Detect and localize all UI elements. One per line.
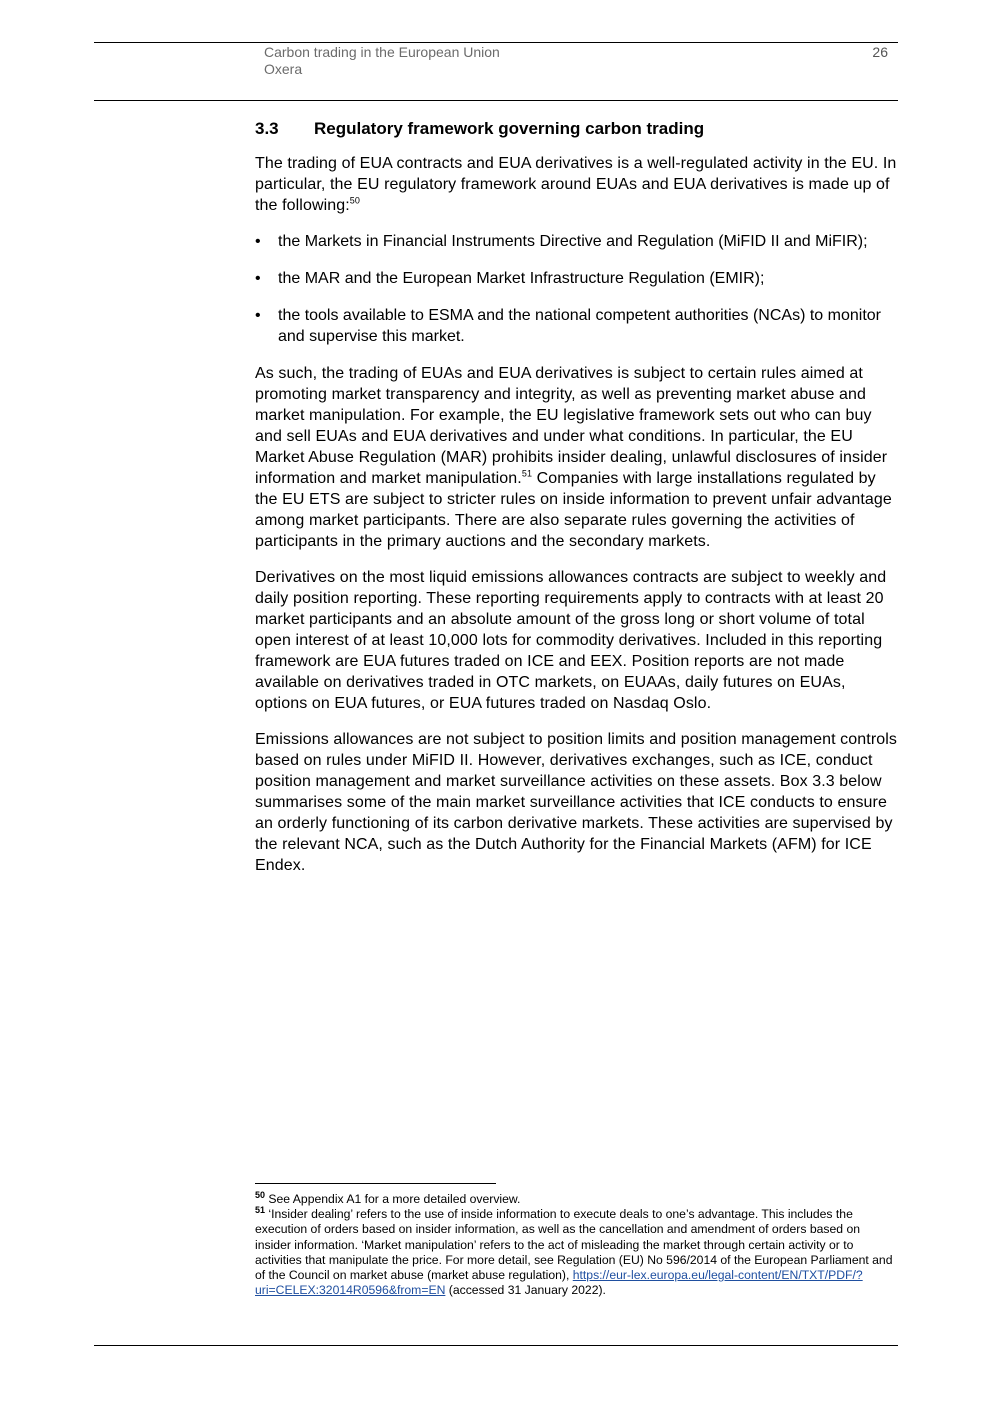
bullet-icon: • xyxy=(255,307,261,324)
list-item xyxy=(255,231,898,252)
header-top-rule xyxy=(94,42,898,43)
bullet-icon: • xyxy=(255,270,261,287)
header-title: Carbon trading in the European Union xyxy=(264,44,500,60)
list-item-text: the Markets in Financial Instruments Directive and Regulation (MiFID II and MiFIR); xyxy=(278,233,868,250)
footnote-text: See Appendix A1 for a more detailed overview. xyxy=(265,1192,521,1206)
bullet-icon: • xyxy=(255,233,261,250)
page-number: 26 xyxy=(872,44,888,60)
intro-paragraph xyxy=(255,153,898,216)
surveillance-paragraph: Emissions allowances are not subject to position limits and position management controls based on rules under MiFID II. However, derivatives exchanges, such as ICE, conduct position management and market surveillance activities on these assets. Box 3.3 below summarises some of the main market surveillance activities that ICE conducts to ensure an orderly functioning of its carbon derivative markets. These activities are supervised by the relevant NCA, such as the Dutch Authority for the Financial Markets (AFM) for ICE Endex. xyxy=(255,731,898,874)
regulation-list xyxy=(255,231,898,347)
paragraph-text: Companies with large installations regulated by the EU ETS are subject to stricter rules on inside information to prevent unfair advantage among market participants. There are also separate rules governing the activities of participants in the primary auctions and the secondary markets. xyxy=(255,470,892,550)
list-item-text: the MAR and the European Market Infrastructure Regulation (EMIR); xyxy=(278,270,765,287)
footnote-50 xyxy=(255,1189,898,1207)
header-bottom-rule xyxy=(94,100,898,101)
main-content xyxy=(255,118,898,891)
section-title: Regulatory framework governing carbon trading xyxy=(314,119,705,138)
header-org: Oxera xyxy=(264,61,303,77)
running-header xyxy=(264,44,500,78)
footer-rule xyxy=(94,1345,898,1346)
footnote-text: (accessed 31 January 2022). xyxy=(445,1283,606,1298)
footnote-ref-51[interactable]: 51 xyxy=(521,468,533,479)
list-item xyxy=(255,305,898,347)
position-reporting-paragraph: Derivatives on the most liquid emissions allowances contracts are subject to weekly and daily position reporting. These reporting requirements apply to contracts with at least 20 market participants and an absolute amount of the gross long or short volume of total open interest of at least 10,000 lots for commodity derivatives. Included in this reporting framework are EUA futures traded on ICE and EEX. Position reports are not made available on derivatives traded in OTC markets, on EUAAs, daily futures on EUAs, options on EUA futures, or EUA futures traded on Nasdaq Oslo. xyxy=(255,569,887,712)
paragraph-text: As such, the trading of EUAs and EUA derivatives is subject to certain rules aimed at promoting market transparency and integrity, as well as preventing market abuse and market manipulation. For example, the EU legislative framework sets out who can buy and sell EUAs and EUA derivatives and under what conditions. In particular, the EU Market Abuse Regulation (MAR) prohibits insider dealing, unlawful disclosures of insider information and market manipulation. xyxy=(255,365,888,487)
list-item-text: the tools available to ESMA and the national competent authorities (NCAs) to monitor and supervise this market. xyxy=(278,307,881,345)
market-rules-paragraph xyxy=(255,363,898,552)
list-item xyxy=(255,268,898,289)
footnote-number: 50 xyxy=(255,1189,266,1200)
footnote-number: 51 xyxy=(255,1205,266,1216)
section-heading xyxy=(255,118,898,140)
regulation-link[interactable]: https://eur-lex.europa.eu/legal-content/EN/TXT/PDF/?uri=CELEX:32014R0596&from=EN xyxy=(255,1268,863,1298)
footnote-51 xyxy=(255,1207,898,1298)
footnote-ref-50[interactable]: 50 xyxy=(349,195,361,206)
intro-text: The trading of EUA contracts and EUA derivatives is a well-regulated activity in the EU. In particular, the EU regulatory framework around EUAs and EUA derivatives is made up of the following: xyxy=(255,155,897,214)
footnote-separator xyxy=(255,1183,496,1184)
section-number: 3.3 xyxy=(255,119,279,138)
footnotes xyxy=(255,1189,898,1298)
footnote-text: ‘Insider dealing’ refers to the use of inside information to execute deals to one’s advantage. This includes the execution of orders based on insider information, as well as the cancellation and amendment of orders based on insider information. ‘Market manipulation’ refers to the act of misleading the market through certain activity or to activities that manipulate the price. For more detail, see Regulation (EU) No 596/2014 of the European Parliament and of the Council on market abuse (market abuse regulation), xyxy=(255,1207,893,1283)
